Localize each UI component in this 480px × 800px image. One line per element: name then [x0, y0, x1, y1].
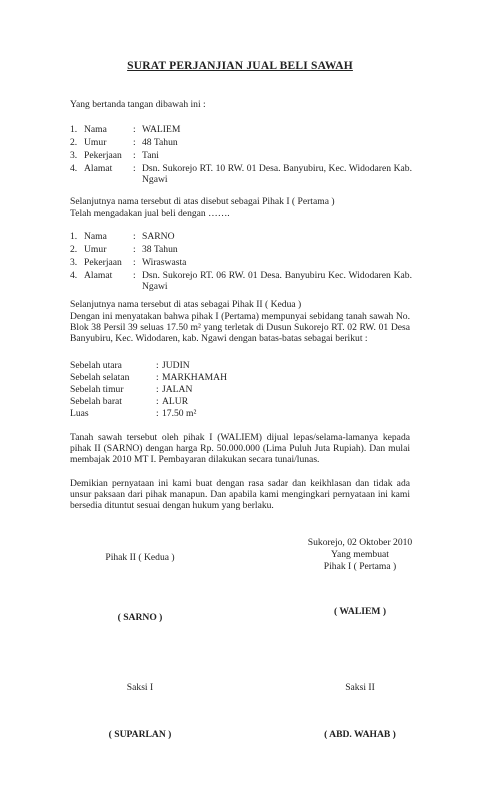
land-description: Dengan ini menyatakan bahwa pihak I (Pertama) mempunyai sebidang tanah sawah No. Blok 38 Persil 39 seluas 17.50 m² yang terletak di Dusun Sukorejo RT. 02 RW. 01 Desa Banyubiru, Kec. Widodaren, kab. Ngawi dengan batas-batas sebagai berikut :	[70, 311, 410, 344]
document-page: SURAT PERJANJIAN JUAL BELI SAWAH Yang bertanda tangan dibawah ini : 1. Nama : WALIEM 2. Umur : 48 Tahun 3. Pekerjaan : Tani 4. Alamat : Dsn. Sukorejo RT. 10 RW. 01 Desa. Banyubiru, Kec. Widodaren Kab. Ngawi Selanjutnya nama tersebut di atas disebut sebagai Pihak I ( Pertama ) Telah mengadakan jual beli dengan ……. 1. Nama : SARNO 2. Umur : 38 Tahun 3. Pekerjaan : Wiraswasta 4. Alamat : Dsn. Sukorejo RT. 06 RW. 01 Desa. Banyubiru Kec. Widodaren Kab. Ngawi Selanjutnya nama tersebut di atas sebagai Pihak II ( Kedua ) Dengan ini menyatakan bahwa pihak I (Pertama) mempunyai sebidang tanah sawah No. Blok 38 Persil 39 seluas 17.50 m² yang terletak di Dusun Sukorejo RT. 02 RW. 01 Desa Banyubiru, Kec. Widodaren, kab. Ngawi dengan batas-batas sebagai berikut : Sebelah utara : JUDIN Sebelah selatan : MARKHAMAH Sebelah timur : JALAN Sebelah barat : ALUR Luas : 17.50 m² Tanah sawah tersebut oleh pihak I (WALIEM) dijual lepas/selama-lamanya kepada pihak II (SARNO) dengan harga Rp. 50.000.000 (Lima Puluh Juta Rupiah). Dan mulai membajak 2010 MT I. Pembayaran dilakukan secara tunai/lunas. Demikian pernyataan ini kami buat dengan rasa sadar dan keikhlasan dan tidak ada unsur paksaan dari pihak manapun. Dan apabila kami mengingkari pernyataan ini kami bersedia dituntut sesuai dengan hukum yang berlaku. Sukorejo, 02 Oktober 2010 Yang membuat Pihak I ( Pertama ) Pihak II ( Kedua ) ( SARNO ) ( WALIEM ) Saksi I Saksi II ( SUPARLAN ) ( ABD. WAHAB )	[0, 0, 480, 800]
party2-designation: Selanjutnya nama tersebut di atas sebagai Pihak II ( Kedua )	[70, 299, 302, 310]
pihak1-label: Pihak I ( Pertama )	[323, 561, 397, 572]
witness2-label: Saksi II	[345, 682, 375, 693]
made-by-label: Yang membuat	[331, 549, 389, 560]
witness1-name: ( SUPARLAN )	[108, 729, 172, 740]
document-title: SURAT PERJANJIAN JUAL BELI SAWAH	[127, 60, 353, 72]
intro-text: Yang bertanda tangan dibawah ini :	[70, 99, 206, 110]
witness2-name: ( ABD. WAHAB )	[324, 729, 396, 740]
party1-designation: Selanjutnya nama tersebut di atas disebut sebagai Pihak I ( Pertama )	[70, 196, 335, 207]
pihak2-name: ( SARNO )	[117, 612, 163, 623]
place-date: Sukorejo, 02 Oktober 2010	[307, 537, 413, 548]
sale-terms: Tanah sawah tersebut oleh pihak I (WALIEM) dijual lepas/selama-lamanya kepada pihak II (SARNO) dengan harga Rp. 50.000.000 (Lima Puluh Juta Rupiah). Dan mulai membajak 2010 MT I. Pembayaran dilakukan secara tunai/lunas.	[70, 432, 410, 465]
closing-statement: Demikian pernyataan ini kami buat dengan rasa sadar dan keikhlasan dan tidak ada unsur paksaan dari pihak manapun. Dan apabila kami mengingkari pernyataan ini kami bersedia dituntut sesuai dengan hukum yang berlaku.	[70, 478, 410, 511]
pihak1-name: ( WALIEM )	[333, 606, 387, 617]
pihak2-label: Pihak II ( Kedua )	[105, 552, 175, 563]
witness1-label: Saksi I	[126, 682, 154, 693]
sale-intro: Telah mengadakan jual beli dengan …….	[70, 208, 230, 219]
